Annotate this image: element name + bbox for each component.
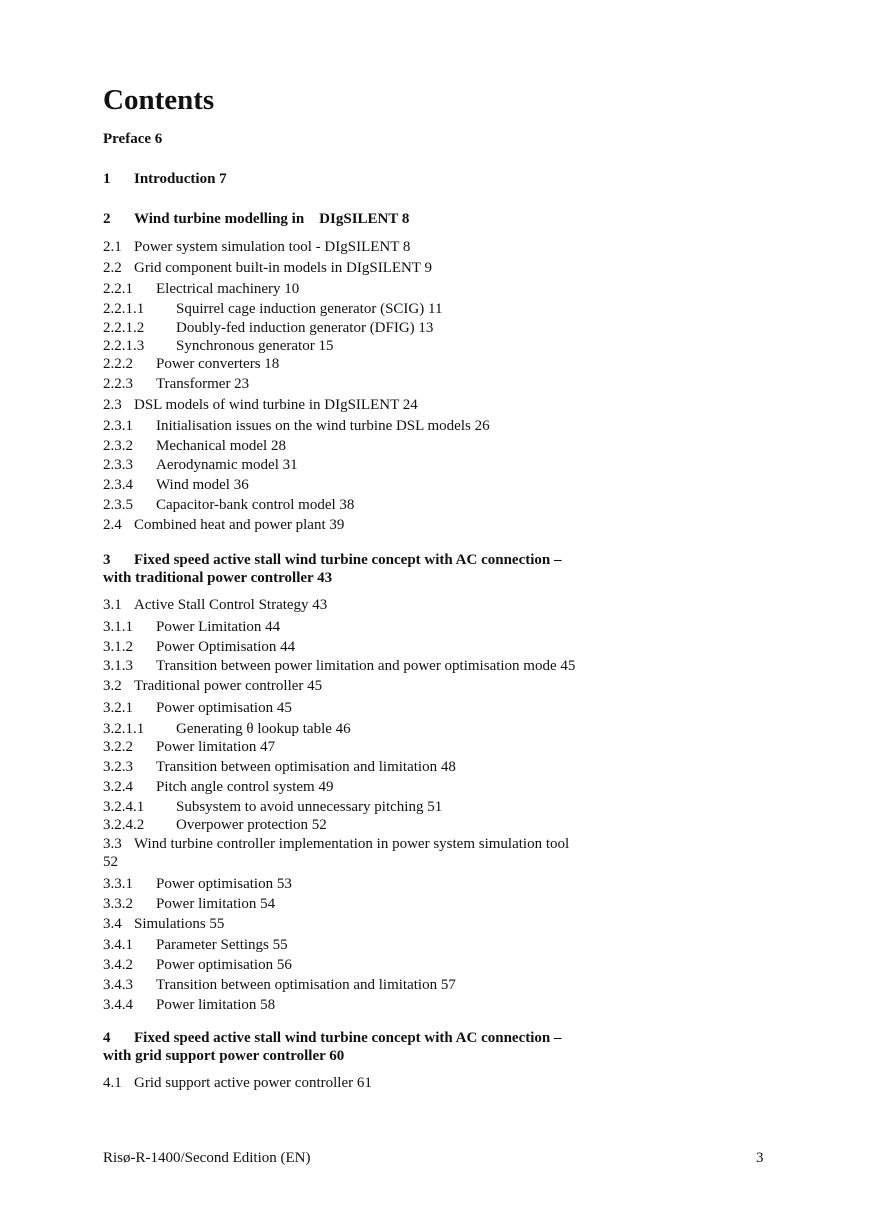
toc-entry-text: Generating θ lookup table 46 (176, 721, 351, 737)
toc-entry-text: Simulations 55 (134, 916, 225, 932)
toc-entry-number: 3.3 (103, 836, 122, 852)
toc-entry-number: 2.2 (103, 260, 122, 276)
toc-entry-subsection[interactable] (103, 496, 354, 514)
toc-entry-text: Transition between optimisation and limitation 57 (156, 977, 456, 993)
toc-entry-number: 3.2.4 (103, 779, 133, 795)
toc-entry-number: 3.2.1 (103, 700, 133, 716)
toc-entry-subsubsection[interactable] (103, 798, 442, 816)
toc-entry-text: Power limitation 47 (156, 739, 276, 755)
toc-entry-section[interactable] (103, 259, 432, 277)
toc-entry-subsection[interactable] (103, 778, 333, 796)
toc-entry-number: 3.4.3 (103, 977, 133, 993)
toc-entry-text: Fixed speed active stall wind turbine concept with AC connection – (134, 1030, 562, 1046)
toc-entry-number: 3.2.1.1 (103, 721, 145, 737)
toc-entry-section[interactable] (103, 238, 410, 256)
toc-entry-text: Wind turbine modelling in DIgSILENT 8 (134, 211, 410, 227)
toc-entry-text: Power Limitation 44 (156, 619, 281, 635)
toc-entry-number: 4.1 (103, 1075, 122, 1091)
toc-entry-chapter-continued (103, 569, 332, 587)
toc-entry-text: Power limitation 58 (156, 997, 276, 1013)
toc-entry-text: Doubly-fed induction generator (DFIG) 13 (176, 320, 434, 336)
toc-entry-subsection[interactable] (103, 956, 292, 974)
toc-entry-number: 3.1.1 (103, 619, 133, 635)
toc-entry-number: 2.2.2 (103, 356, 133, 372)
toc-entry-subsection[interactable] (103, 456, 298, 474)
toc-entry-subsection[interactable] (103, 895, 275, 913)
toc-entry-subsection[interactable] (103, 758, 456, 776)
toc-entry-number: 2.2.1.3 (103, 338, 145, 354)
toc-entry-number: 3.2.4.2 (103, 817, 145, 833)
toc-entry-subsection[interactable] (103, 476, 249, 494)
toc-entry-number: 3.1 (103, 597, 122, 613)
toc-entry-number: 2.2.1.2 (103, 320, 145, 336)
toc-entry-subsubsection[interactable] (103, 720, 351, 738)
toc-entry-subsubsection[interactable] (103, 319, 433, 337)
toc-entry-chapter[interactable] (103, 1029, 562, 1047)
toc-entry-number: 2 (103, 211, 111, 227)
toc-entry-section-continued (103, 853, 118, 871)
toc-entry-subsection[interactable] (103, 936, 288, 954)
toc-entry-number: 4 (103, 1030, 111, 1046)
toc-entry-subsubsection[interactable] (103, 816, 327, 834)
toc-entry-section[interactable] (103, 596, 327, 614)
toc-entry-text: 52 (103, 854, 118, 870)
toc-entry-subsection[interactable] (103, 437, 286, 455)
toc-entry-number: 2.4 (103, 517, 122, 533)
toc-entry-chapter[interactable] (103, 170, 227, 188)
toc-entry-text: Power optimisation 56 (156, 957, 292, 973)
toc-entry-text: Preface 6 (103, 131, 163, 147)
toc-entry-subsection[interactable] (103, 417, 490, 435)
toc-entry-chapter-continued (103, 1047, 344, 1065)
toc-entry-text: Transition between optimisation and limitation 48 (156, 759, 456, 775)
toc-entry-number: 3.4.1 (103, 937, 133, 953)
toc-entry-text: Grid support active power controller 61 (134, 1075, 372, 1091)
toc-entry-section[interactable] (103, 396, 418, 414)
toc-entry-section[interactable] (103, 516, 344, 534)
toc-entry-text: Pitch angle control system 49 (156, 779, 334, 795)
toc-entry-section[interactable] (103, 835, 569, 853)
toc-entry-number: 3.2.2 (103, 739, 133, 755)
toc-entry-text: Transformer 23 (156, 376, 250, 392)
toc-entry-number: 3.3.2 (103, 896, 133, 912)
toc-entry-text: Power optimisation 53 (156, 876, 292, 892)
toc-entry-subsection[interactable] (103, 280, 299, 298)
toc-entry-subsection[interactable] (103, 875, 292, 893)
toc-entry-subsection[interactable] (103, 355, 279, 373)
toc-entry-chapter[interactable] (103, 210, 409, 228)
toc-entry-text: Wind turbine controller implementation in power system simulation tool (134, 836, 570, 852)
toc-entry-preface[interactable] (103, 130, 162, 148)
footer-page-number: 3 (756, 1150, 764, 1166)
toc-entry-number: 3 (103, 552, 111, 568)
toc-entry-number: 1 (103, 171, 111, 187)
toc-entry-text: Synchronous generator 15 (176, 338, 334, 354)
toc-entry-number: 2.3.4 (103, 477, 133, 493)
toc-entry-number: 3.2 (103, 678, 122, 694)
toc-entry-number: 2.3.1 (103, 418, 133, 434)
toc-entry-subsection[interactable] (103, 618, 280, 636)
toc-entry-subsection[interactable] (103, 996, 275, 1014)
page-title: Contents (103, 84, 215, 116)
toc-entry-subsubsection[interactable] (103, 337, 333, 355)
toc-entry-text: Transition between power limitation and power optimisation mode 45 (156, 658, 576, 674)
toc-entry-number: 3.3.1 (103, 876, 133, 892)
toc-entry-text: Grid component built-in models in DIgSILENT 9 (134, 260, 433, 276)
toc-entry-text: Aerodynamic model 31 (156, 457, 298, 473)
toc-entry-number: 2.2.3 (103, 376, 133, 392)
toc-entry-number: 3.4 (103, 916, 122, 932)
toc-entry-text: Introduction 7 (134, 171, 227, 187)
toc-entry-section[interactable] (103, 677, 322, 695)
toc-entry-subsection[interactable] (103, 657, 575, 675)
toc-entry-number: 2.3.5 (103, 497, 133, 513)
toc-entry-text: Parameter Settings 55 (156, 937, 288, 953)
toc-entry-number: 3.4.2 (103, 957, 133, 973)
toc-entry-text: with grid support power controller 60 (103, 1048, 345, 1064)
toc-entry-text: Power system simulation tool - DIgSILENT 8 (134, 239, 411, 255)
footer-report-id: Risø-R-1400/Second Edition (EN) (103, 1150, 311, 1166)
toc-entry-number: 3.4.4 (103, 997, 133, 1013)
toc-entry-number: 2.3 (103, 397, 122, 413)
toc-entry-subsection[interactable] (103, 375, 249, 393)
toc-entry-subsection[interactable] (103, 976, 456, 994)
toc-entry-section[interactable] (103, 915, 224, 933)
toc-entry-text: Mechanical model 28 (156, 438, 286, 454)
toc-entry-text: Power Optimisation 44 (156, 639, 296, 655)
toc-entry-text: Subsystem to avoid unnecessary pitching 51 (176, 799, 443, 815)
toc-entry-number: 2.3.3 (103, 457, 133, 473)
toc-entry-text: Electrical machinery 10 (156, 281, 300, 297)
toc-entry-text: with traditional power controller 43 (103, 570, 333, 586)
toc-entry-text: Capacitor-bank control model 38 (156, 497, 355, 513)
toc-entry-chapter[interactable] (103, 551, 562, 569)
toc-entry-text: Overpower protection 52 (176, 817, 327, 833)
toc-entry-subsection[interactable] (103, 699, 292, 717)
toc-entry-subsection[interactable] (103, 738, 275, 756)
toc-entry-subsubsection[interactable] (103, 300, 442, 318)
toc-entry-section[interactable] (103, 1074, 372, 1092)
toc-entry-number: 3.2.4.1 (103, 799, 145, 815)
toc-entry-number: 3.2.3 (103, 759, 133, 775)
toc-entry-subsection[interactable] (103, 638, 295, 656)
toc-entry-number: 2.2.1 (103, 281, 133, 297)
toc-entry-text: Power optimisation 45 (156, 700, 292, 716)
toc-entry-text: Power converters 18 (156, 356, 280, 372)
toc-entry-number: 3.1.2 (103, 639, 133, 655)
toc-entry-text: Fixed speed active stall wind turbine concept with AC connection – (134, 552, 562, 568)
toc-entry-text: Traditional power controller 45 (134, 678, 323, 694)
toc-entry-number: 3.1.3 (103, 658, 133, 674)
toc-entry-text: Active Stall Control Strategy 43 (134, 597, 328, 613)
toc-entry-text: Combined heat and power plant 39 (134, 517, 345, 533)
toc-entry-text: DSL models of wind turbine in DIgSILENT 24 (134, 397, 418, 413)
toc-entry-number: 2.2.1.1 (103, 301, 145, 317)
toc-entry-number: 2.3.2 (103, 438, 133, 454)
toc-entry-text: Squirrel cage induction generator (SCIG) 11 (176, 301, 443, 317)
toc-entry-text: Initialisation issues on the wind turbine DSL models 26 (156, 418, 490, 434)
toc-entry-text: Wind model 36 (156, 477, 249, 493)
toc-entry-text: Power limitation 54 (156, 896, 276, 912)
toc-entry-number: 2.1 (103, 239, 122, 255)
